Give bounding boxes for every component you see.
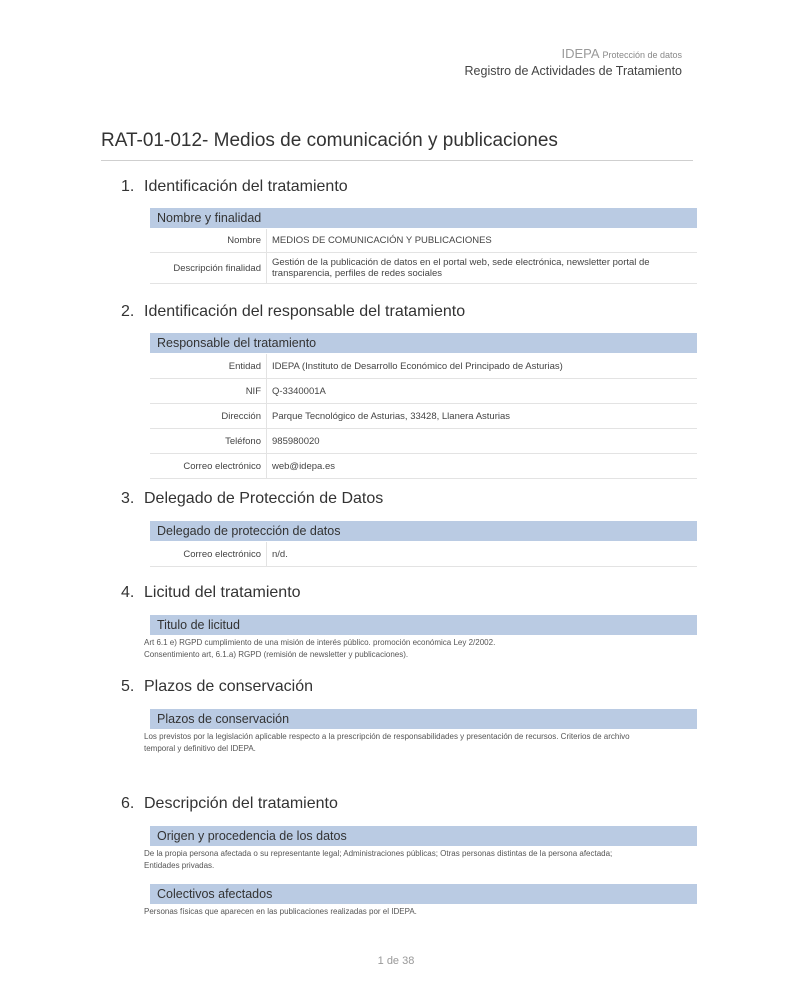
section-5-heading: 5. Plazos de conservación [121, 678, 313, 695]
section-4-text: Art 6.1 e) RGPD cumplimiento de una misión de interés público. promoción económica Ley 2/2002. Consentimiento art, 6.1.a) RGPD (remisión de newsletter y publicaciones). [144, 638, 496, 659]
section-1-heading: 1. Identificación del tratamiento [121, 178, 348, 195]
page-number: 1 de 38 [377, 955, 415, 967]
section-3-heading: 3. Delegado de Protección de Datos [121, 490, 384, 507]
section-4-heading: 4. Licitud del tratamiento [121, 584, 301, 601]
table-row: Dirección Parque Tecnológico de Asturias, 33428, Llanera Asturias [150, 404, 697, 429]
section-2-table [150, 354, 697, 479]
table-row: NIF Q-3340001A [150, 379, 697, 404]
header-subtitle: Registro de Actividades de Tratamiento [464, 64, 682, 78]
section-6-text-2: Personas físicas que aparecen en las publicaciones realizadas por el IDEPA. [144, 907, 417, 916]
section-1-bar: Nombre y finalidad [150, 208, 697, 228]
section-1-table [150, 229, 697, 284]
header-org-sub: Protección de datos [602, 50, 682, 60]
table-row: Descripción finalidad Gestión de la publicación de datos en el portal web, sede electrónica, newsletter portal de transparencia, perfiles de redes sociales [150, 253, 697, 284]
section-5-text: Los previstos por la legislación aplicable respecto a la prescripción de responsabilidades y presentación de recursos. Criterios de archivo temporal y definitivo del IDEPA. [144, 732, 630, 753]
section-6-bar: Origen y procedencia de los datos [150, 826, 697, 846]
section-4-bar: Titulo de licitud [150, 615, 697, 635]
table-row: Correo electrónico n/d. [150, 542, 697, 567]
table-row: Entidad IDEPA (Instituto de Desarrollo Económico del Principado de Asturias) [150, 354, 697, 379]
page-header [465, 46, 682, 78]
section-6-bar-2: Colectivos afectados [150, 884, 697, 904]
section-6-heading: 6. Descripción del tratamiento [121, 795, 338, 812]
section-2-bar: Responsable del tratamiento [150, 333, 697, 353]
document-title: RAT-01-012- Medios de comunicación y publicaciones [101, 130, 693, 161]
section-2-heading: 2. Identificación del responsable del tratamiento [121, 303, 466, 320]
section-3-table [150, 542, 697, 567]
table-row: Teléfono 985980020 [150, 429, 697, 454]
section-3-bar: Delegado de protección de datos [150, 521, 697, 541]
header-org: IDEPA [561, 46, 599, 61]
section-6-text: De la propia persona afectada o su representante legal; Administraciones públicas; Otras personas distintas de la persona afectada; Entidades privadas. [144, 849, 613, 870]
section-5-bar: Plazos de conservación [150, 709, 697, 729]
table-row: Correo electrónico web@idepa.es [150, 454, 697, 479]
table-row: Nombre MEDIOS DE COMUNICACIÓN Y PUBLICACIONES [150, 229, 697, 253]
